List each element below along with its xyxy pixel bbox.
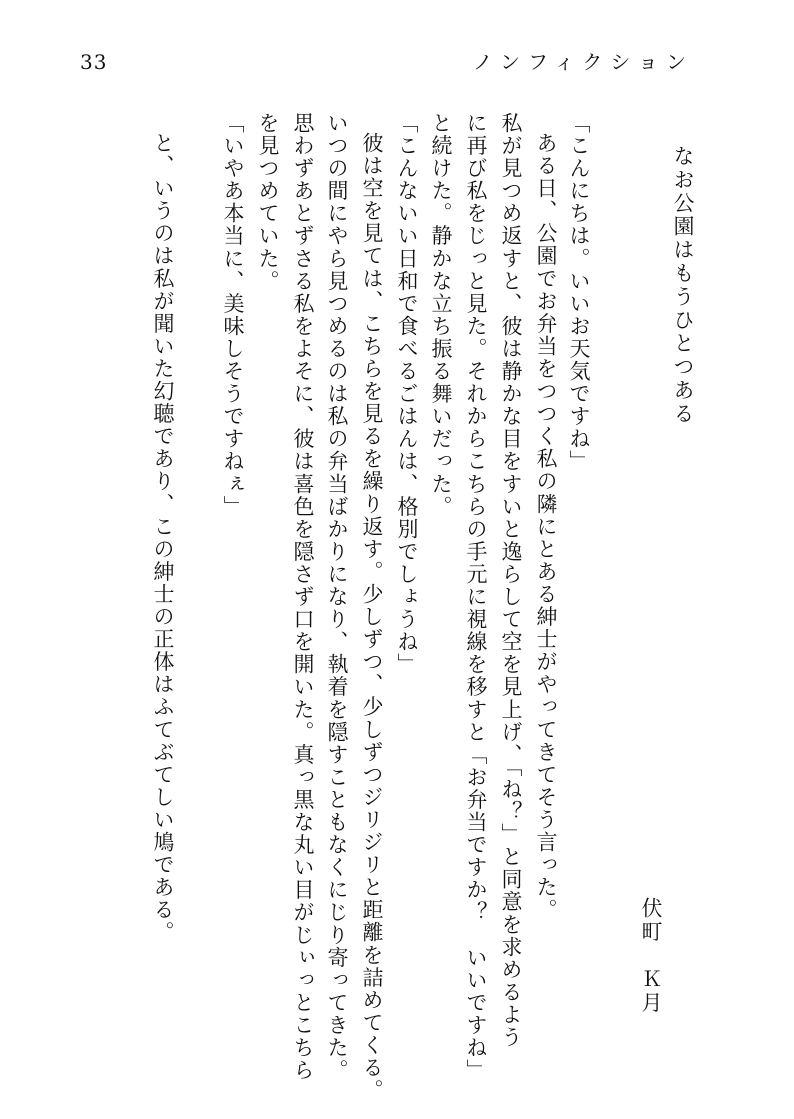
running-head: ノンフィクション bbox=[472, 50, 694, 74]
body-line: 「こんにちは。いいお天気ですね」 bbox=[567, 112, 591, 473]
author-name: 伏町 Ｋ月 bbox=[639, 897, 663, 1015]
story-title: なお公園はもうひとつある bbox=[671, 145, 695, 426]
body-line: 私が見つめ返すと、彼は静かな目をすいと逸らして空を見上げ、「ね？」と同意を求めるよう bbox=[499, 112, 523, 1049]
page-number: 33 bbox=[80, 50, 108, 74]
body-line: を見つめていた。 bbox=[256, 112, 280, 293]
body-line: と、いうのは私が聞いた幻聴であり、この紳士の正体はふてぶてしい鳩である。 bbox=[151, 132, 175, 944]
body-line: 思わずあとずさる私をよそに、彼は喜色を隠さず口を開いた。真っ黒な丸い目がじぃっとこちら bbox=[291, 112, 315, 1082]
body-line: と続けた。静かな立ち振る舞いだった。 bbox=[429, 112, 453, 518]
body-line: 「いやあ本当に、美味しそうですねぇ」 bbox=[221, 112, 245, 518]
body-line: 「こんないい日和で食べるごはんは、格別でしょうね」 bbox=[395, 112, 419, 676]
body-line: 彼は空を見ては、こちらを見るを繰り返す。少しずつ、少しずつジリジリと距離を詰めてくる。 bbox=[360, 132, 384, 1102]
body-line: ある日、公園でお弁当をつつく私の隣にとある紳士がやってきてそう言った。 bbox=[534, 132, 558, 922]
body-line: いつの間にやら見つめるのは私の弁当ばかりになり、執着を隠すこともなくにじり寄ってきた。 bbox=[325, 112, 349, 1082]
body-line: に再び私をじっと見た。それからこちらの手元に視線を移すと「お弁当ですか？ いいですね」 bbox=[464, 112, 488, 1082]
